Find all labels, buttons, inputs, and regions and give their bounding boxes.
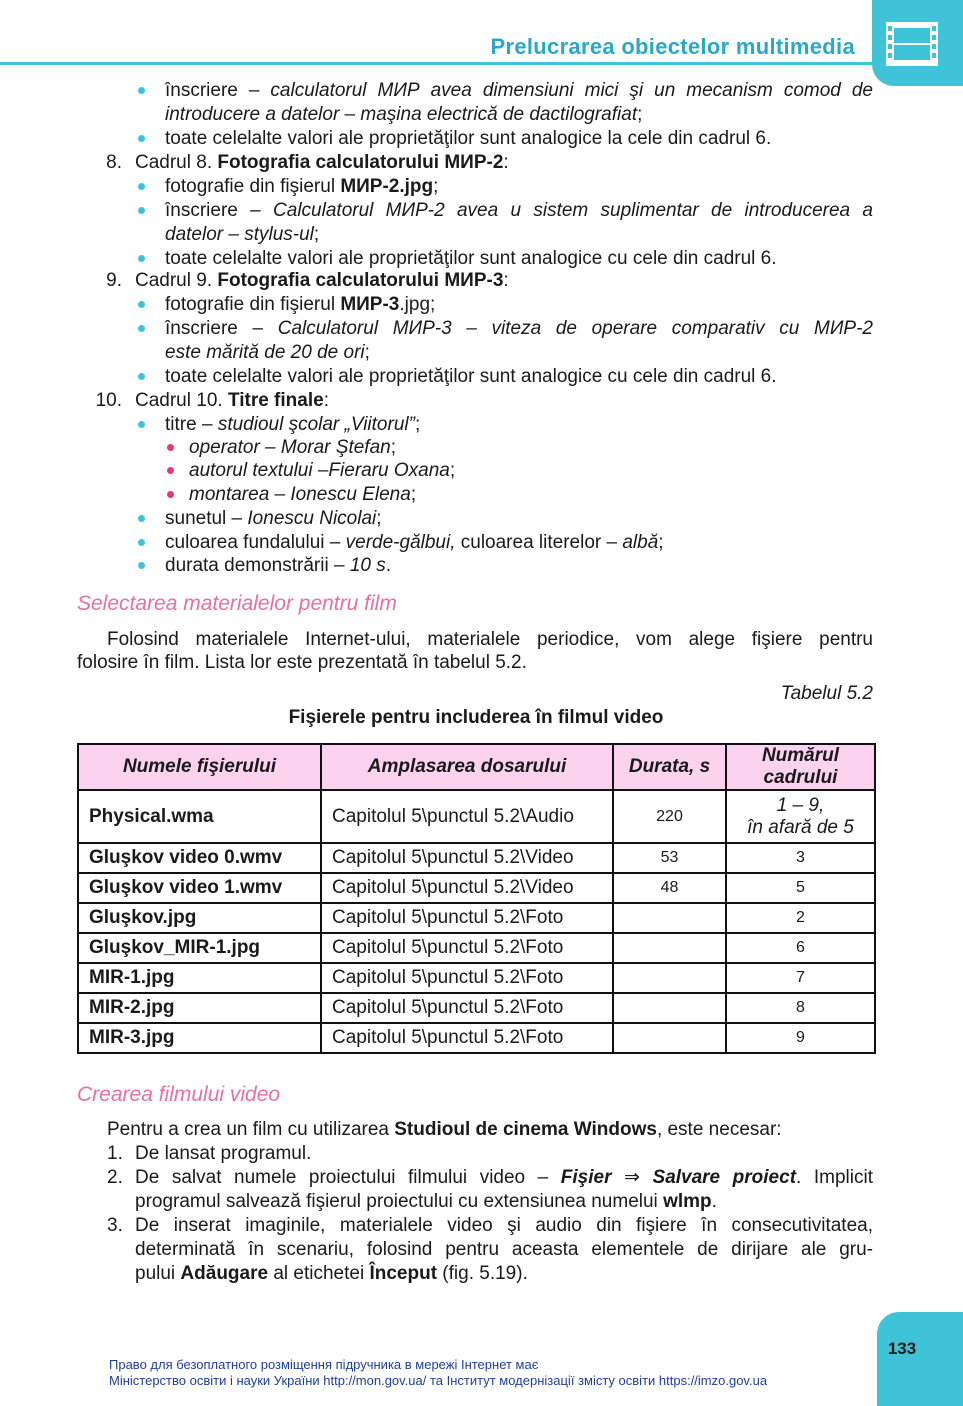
step-text: programul salvează fişierul proiectului cu extensiunea numelui wlmp. — [135, 1191, 717, 1212]
table-row — [78, 790, 875, 843]
section-heading: Crearea filmului video — [77, 1083, 281, 1106]
bullet-icon — [138, 255, 145, 262]
table-cell: 7 — [726, 963, 875, 993]
bullet-icon — [138, 562, 145, 569]
table-row — [78, 903, 875, 933]
column-header: Numele fişierului — [78, 744, 321, 790]
sub-list-item: autorul textului –Fieraru Oxana; — [189, 460, 456, 481]
table-row — [78, 873, 875, 903]
step-number: 2. — [107, 1167, 123, 1188]
list-number: 8. — [106, 152, 122, 173]
table-cell: Capitolul 5\punctul 5.2\Foto — [321, 903, 613, 933]
list-item-continuation: datelor – stylus-ul; — [165, 224, 320, 245]
table-cell: Capitolul 5\punctul 5.2\Foto — [321, 993, 613, 1023]
bullet-icon — [138, 135, 145, 142]
table-cell: Gluşkov video 1.wmv — [78, 873, 321, 903]
table-cell: 220 — [613, 790, 726, 843]
table-cell: Capitolul 5\punctul 5.2\Foto — [321, 1023, 613, 1053]
table-title: Fişierele pentru includerea în filmul video — [288, 707, 664, 728]
table-cell — [613, 963, 726, 993]
list-item: toate celelalte valori ale proprietăţilor sunt analogice cu cele din cadrul 6. — [165, 248, 777, 269]
table-cell: MIR-3.jpg — [78, 1023, 321, 1053]
step-number: 1. — [107, 1143, 123, 1164]
page-number: 133 — [887, 1339, 917, 1358]
table-row — [78, 933, 875, 963]
film-strip-icon — [886, 20, 938, 68]
table-cell: Gluşkov video 0.wmv — [78, 843, 321, 873]
footer-rights-line: Міністерство освіти і науки України http://mon.gov.ua/ та Інститут модернізації змісту освіти https://imzo.gov.ua — [109, 1373, 768, 1388]
table-cell: 5 — [726, 873, 875, 903]
table-label: Tabelul 5.2 — [780, 683, 873, 704]
list-item-continuation: introducere a datelor – maşina electrică de dactilografiat; — [165, 104, 643, 125]
list-item: toate celelalte valori ale proprietăţilor sunt analogice cu cele din cadrul 6. — [165, 366, 777, 387]
table-cell: 1 – 9, în afară de 5 — [726, 790, 875, 843]
sub-bullet-icon — [167, 444, 174, 451]
table-cell: MIR-1.jpg — [78, 963, 321, 993]
sub-bullet-icon — [167, 491, 174, 498]
table-cell: Capitolul 5\punctul 5.2\Foto — [321, 933, 613, 963]
page-number-tab — [877, 1312, 963, 1406]
table-cell: 9 — [726, 1023, 875, 1053]
table-header-row — [78, 744, 875, 790]
step-text: De inserat imaginile, materialele video şi audio din fişiere în consecutivitatea, — [135, 1215, 873, 1236]
paragraph-line: Folosind materialele Internet-ului, materialele periodice, vom alege fişiere pentru — [107, 629, 873, 650]
table-cell — [613, 1023, 726, 1053]
table-row — [78, 993, 875, 1023]
bullet-icon — [138, 515, 145, 522]
list-item-heading: Cadrul 10. Titre finale: — [135, 390, 329, 411]
header-rule — [0, 62, 880, 65]
bullet-icon — [138, 183, 145, 190]
sub-list-item: operator – Morar Ştefan; — [189, 437, 396, 458]
table-cell: Gluşkov.jpg — [78, 903, 321, 933]
table-cell: Capitolul 5\punctul 5.2\Video — [321, 873, 613, 903]
table-cell: MIR-2.jpg — [78, 993, 321, 1023]
table-cell: 53 — [613, 843, 726, 873]
table-cell: 2 — [726, 903, 875, 933]
list-item: toate celelalte valori ale proprietăţilor sunt analogice la cele din cadrul 6. — [165, 128, 772, 149]
list-item: înscriere – Calculatorul МИР-3 – viteza de operare comparativ cu МИР-2 — [165, 318, 873, 339]
table-cell: Capitolul 5\punctul 5.2\Audio — [321, 790, 613, 843]
bullet-icon — [138, 373, 145, 380]
bullet-icon — [138, 539, 145, 546]
list-item-heading: Cadrul 8. Fotografia calculatorului МИР-2: — [135, 152, 509, 173]
table-cell: Gluşkov_MIR-1.jpg — [78, 933, 321, 963]
column-header: Numărul cadrului — [726, 744, 875, 790]
list-number: 10. — [95, 390, 122, 411]
table-cell: 6 — [726, 933, 875, 963]
sub-list-item: montarea – Ionescu Elena; — [189, 484, 417, 505]
step-number: 3. — [107, 1215, 123, 1236]
bullet-icon — [138, 301, 145, 308]
list-item: durata demonstrării – 10 s. — [165, 555, 392, 576]
section-heading: Selectarea materialelor pentru film — [77, 592, 397, 615]
step-text: pului Adăugare al etichetei Început (fig. 5.19). — [135, 1263, 528, 1284]
table-cell: 48 — [613, 873, 726, 903]
step-text: determinată în scenariu, folosind pentru aceasta elementele de dirijare ale gru- — [135, 1239, 873, 1260]
list-number: 9. — [106, 270, 122, 291]
table-cell: Capitolul 5\punctul 5.2\Foto — [321, 963, 613, 993]
table-cell — [613, 933, 726, 963]
table-row — [78, 843, 875, 873]
table-cell: 3 — [726, 843, 875, 873]
column-header: Durata, s — [613, 744, 726, 790]
bullet-icon — [138, 325, 145, 332]
list-item: înscriere – calculatorul МИР avea dimensiuni mici şi un mecanism comod de — [165, 80, 873, 101]
table-row — [78, 1023, 875, 1053]
list-item-continuation: este mărită de 20 de ori; — [165, 342, 370, 363]
step-text: De lansat programul. — [135, 1143, 312, 1164]
list-item: titre – studioul şcolar „Viitorul”; — [165, 414, 421, 435]
table-cell: Capitolul 5\punctul 5.2\Video — [321, 843, 613, 873]
table-cell: Physical.wma — [78, 790, 321, 843]
files-table — [77, 743, 876, 1054]
list-item: sunetul – Ionescu Nicolai; — [165, 508, 382, 529]
sub-bullet-icon — [167, 467, 174, 474]
table-cell — [613, 903, 726, 933]
table-row — [78, 963, 875, 993]
running-header-title: Prelucrarea obiectelor multimedia — [490, 34, 855, 59]
step-text: De salvat numele proiectului filmului video – Fişier ⇒ Salvare proiect. Implicit — [135, 1167, 873, 1188]
paragraph-line: folosire în film. Lista lor este prezentată în tabelul 5.2. — [77, 652, 527, 673]
column-header: Amplasarea dosarului — [321, 744, 613, 790]
list-item: fotografie din fişierul МИР-3.jpg; — [165, 294, 436, 315]
bullet-icon — [138, 421, 145, 428]
list-item: înscriere – Calculatorul МИР-2 avea u sistem suplimentar de introducerea a — [165, 200, 873, 221]
table-cell: 8 — [726, 993, 875, 1023]
list-item-heading: Cadrul 9. Fotografia calculatorului МИР-3: — [135, 270, 509, 291]
bullet-icon — [138, 207, 145, 214]
bullet-icon — [138, 87, 145, 94]
paragraph-line: Pentru a crea un film cu utilizarea Studioul de cinema Windows, este necesar: — [107, 1119, 782, 1140]
table-cell — [613, 993, 726, 1023]
footer-rights-line: Право для безоплатного розміщення підручника в мережі Інтернет має — [109, 1357, 539, 1372]
list-item: fotografie din fişierul МИР-2.jpg; — [165, 176, 439, 197]
list-item: culoarea fundalului – verde-gălbui, culoarea literelor – albă; — [165, 532, 664, 553]
